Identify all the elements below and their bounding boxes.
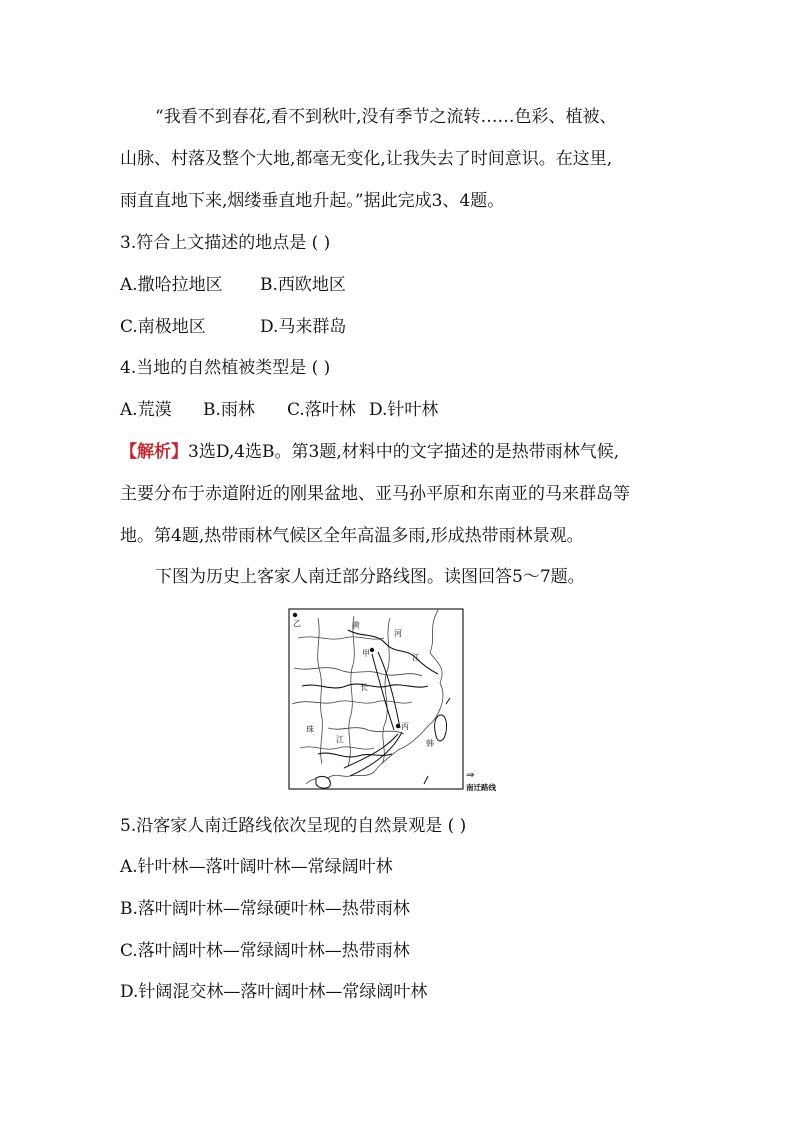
q4-stem: 4.当地的自然植被类型是 ( ): [120, 358, 331, 378]
map-intro: 下图为历史上客家人南迁部分路线图。读图回答5～7题。: [155, 567, 585, 587]
point-bing: [396, 724, 400, 728]
analysis-line-3: 地。第4题,热带雨林气候区全年高温多雨,形成热带雨林景观。: [120, 526, 584, 546]
legend-arrow-icon: ⇒: [466, 770, 475, 781]
analysis-line-1: [120, 441, 619, 463]
label-bing: 丙: [401, 722, 409, 731]
q5-option-a[interactable]: A.针叶林—落叶阔叶林—常绿阔叶林: [120, 857, 393, 877]
q4-option-b[interactable]: B.雨林: [203, 400, 255, 420]
q3-stem: 3.符合上文描述的地点是 ( ): [120, 233, 331, 253]
q4-options-row: [120, 399, 438, 421]
q4-option-d[interactable]: D.针叶林: [369, 400, 439, 420]
analysis-text-1: 3选D,4选B。第3题,材料中的文字描述的是热带雨林气候,: [188, 442, 620, 462]
q3-options-row-1: [120, 274, 346, 296]
analysis-line-2: 主要分布于赤道附近的刚果盆地、亚马孙平原和东南亚的马来群岛等: [120, 484, 630, 504]
analysis-tag: 【解析】: [120, 442, 188, 462]
point-jia: [370, 648, 374, 652]
q5-option-c[interactable]: C.落叶阔叶林—常绿阔叶林—热带雨林: [120, 941, 410, 961]
q4-option-a[interactable]: A.荒漠: [120, 400, 172, 420]
label-he: 河: [394, 629, 402, 638]
q4-option-c[interactable]: C.落叶林: [287, 400, 356, 420]
q3-options-row-2: [120, 316, 346, 338]
label-huang: 黄: [352, 621, 360, 630]
q3-option-b[interactable]: B.西欧地区: [260, 275, 346, 295]
label-chang: 长: [360, 683, 368, 692]
hakka-migration-map: [288, 608, 500, 794]
point-yi: [293, 613, 297, 617]
q3-option-d[interactable]: D.马来群岛: [260, 317, 347, 337]
q3-option-c[interactable]: C.南极地区: [120, 317, 206, 337]
q5-option-d[interactable]: D.针阔混交林—落叶阔叶林—常绿阔叶林: [120, 982, 428, 1002]
q5-option-b[interactable]: B.落叶阔叶林—常绿硬叶林—热带雨林: [120, 899, 410, 919]
map-legend: [466, 770, 496, 792]
label-han: 韩: [426, 739, 434, 748]
label-jiang-1: 江: [412, 653, 420, 662]
q3-option-a[interactable]: A.撒哈拉地区: [120, 275, 223, 295]
passage-line-1: “我看不到春花,看不到秋叶,没有季节之流转……色彩、植被、: [155, 107, 617, 127]
passage-line-2: 山脉、村落及整个大地,都毫无变化,让我失去了时间意识。在这里,: [120, 149, 613, 169]
passage-line-3: 雨直直地下来,烟缕垂直地升起。”据此完成3、4题。: [120, 191, 505, 211]
label-yi: 乙: [293, 619, 301, 628]
label-zhu: 珠: [306, 725, 314, 734]
map-frame: [289, 609, 463, 789]
label-jia: 甲: [362, 649, 370, 658]
legend-text: 南迁路线: [466, 783, 496, 792]
q5-stem: 5.沿客家人南迁路线依次呈现的自然景观是 ( ): [120, 816, 467, 836]
label-jiang-2: 江: [336, 735, 344, 744]
